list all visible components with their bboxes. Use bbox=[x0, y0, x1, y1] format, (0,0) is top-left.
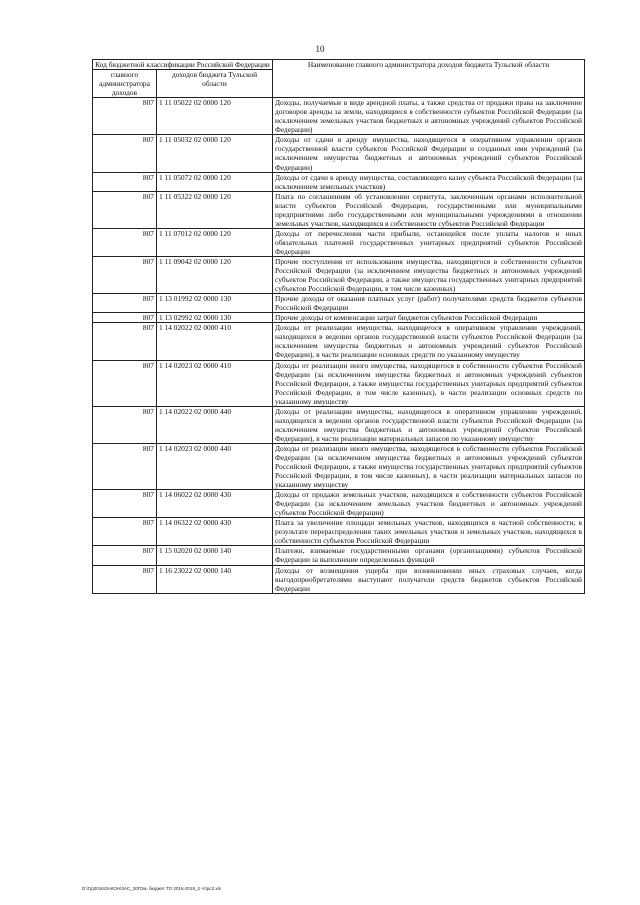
income-name-cell: Доходы от реализации иного имущества, находящегося в собственности субъектов Российской Федерации (за исключением имущества бюджетных и автономных учреждений субъектов Российской Федерации, а также имущества государственных унитарных предприятий субъектов Российской Федерации, в том числе казенных), в части реализации материальных запасов по указанному имуществу bbox=[273, 443, 585, 489]
income-code-cell: 1 15 02020 02 0000 140 bbox=[157, 546, 273, 565]
income-code-cell: 1 14 02022 02 0000 410 bbox=[157, 323, 273, 360]
table-row bbox=[93, 323, 585, 360]
income-code-cell: 1 14 02023 02 0000 410 bbox=[157, 360, 273, 406]
table-header-row-1 bbox=[93, 60, 585, 70]
table-row bbox=[93, 518, 585, 546]
admin-code-cell: 807 bbox=[93, 518, 157, 546]
page-number: 10 bbox=[315, 44, 325, 54]
admin-code-cell: 807 bbox=[93, 294, 157, 313]
header-budget-income: доходов бюджета Тульской области bbox=[157, 70, 273, 98]
income-name-cell: Доходы от сдачи в аренду имущества, составляющего казну субъекта Российской Федерации (за исключением земельных участков) bbox=[273, 172, 585, 191]
income-code-cell: 1 11 05322 02 0000 120 bbox=[157, 191, 273, 228]
income-name-cell: Прочие доходы от оказания платных услуг (работ) получателями средств бюджетов субъектов Российской Федерации bbox=[273, 294, 585, 313]
income-code-cell: 1 11 05032 02 0000 120 bbox=[157, 135, 273, 172]
header-classification-code: Код бюджетной классификации Российской Федерации bbox=[93, 60, 273, 70]
admin-code-cell: 807 bbox=[93, 406, 157, 443]
income-code-cell: 1 14 06322 02 0000 430 bbox=[157, 518, 273, 546]
header-administrator-name: Наименование главного администратора доходов бюджета Тульской области bbox=[273, 60, 585, 98]
file-path-footer: D:\Гд\2016\ЗАКОН\ЗАС_30ГОм. бюджет ТО 2016-2018_2 чт\рс2.xls bbox=[82, 886, 221, 891]
income-name-cell: Доходы от возмещения ущерба при возникновении иных страховых случаев, когда выгодоприобретателями выступают получатели средств бюджетов субъектов Российской Федерации bbox=[273, 565, 585, 593]
income-name-cell: Плата за увеличение площади земельных участков, находящихся в частной собственности, в результате перераспределения таких земельных участков и земельных участков, находящихся в собственности субъектов Российской Федерации bbox=[273, 518, 585, 546]
table-row bbox=[93, 172, 585, 191]
table-row bbox=[93, 360, 585, 406]
table-row bbox=[93, 313, 585, 323]
income-name-cell: Доходы от реализации имущества, находящегося в оперативном управлении учреждений, находящихся в ведении органов государственной власти субъектов Российской Федерации (за исключением имущества бюджетных и автономных учреждений субъектов Российской Федерации), в части реализации материальных запасов по указанному имуществу bbox=[273, 406, 585, 443]
income-code-cell: 1 13 01992 02 0000 130 bbox=[157, 294, 273, 313]
admin-code-cell: 807 bbox=[93, 228, 157, 256]
admin-code-cell: 807 bbox=[93, 546, 157, 565]
admin-code-cell: 807 bbox=[93, 323, 157, 360]
admin-code-cell: 807 bbox=[93, 172, 157, 191]
table-row bbox=[93, 228, 585, 256]
income-code-cell: 1 14 02023 02 0000 440 bbox=[157, 443, 273, 489]
table-row bbox=[93, 135, 585, 172]
revenue-administrators-table bbox=[92, 59, 585, 594]
admin-code-cell: 807 bbox=[93, 313, 157, 323]
income-name-cell: Прочие поступления от использования имущества, находящегося в собственности субъектов Российской Федерации (за исключением имущества бюджетных и автономных учреждений субъектов Российской Федерации, а также имущества государственных унитарных предприятий субъектов Российской Федерации, в том числе казенных) bbox=[273, 256, 585, 293]
table-row bbox=[93, 98, 585, 135]
income-code-cell: 1 14 02022 02 0000 440 bbox=[157, 406, 273, 443]
income-code-cell: 1 11 09042 02 0000 120 bbox=[157, 256, 273, 293]
income-code-cell: 1 11 05022 02 0000 120 bbox=[157, 98, 273, 135]
income-name-cell: Доходы от реализации имущества, находящегося в оперативном управлении учреждений, находящихся в ведении органов государственной власти субъектов Российской Федерации (за исключением имущества бюджетных и автономных учреждений субъектов Российской Федерации), в части реализации основных средств по указанному имуществу bbox=[273, 323, 585, 360]
table-row bbox=[93, 191, 585, 228]
income-code-cell: 1 11 05072 02 0000 120 bbox=[157, 172, 273, 191]
admin-code-cell: 807 bbox=[93, 443, 157, 489]
admin-code-cell: 807 bbox=[93, 135, 157, 172]
admin-code-cell: 807 bbox=[93, 490, 157, 518]
income-code-cell: 1 11 07012 02 0000 120 bbox=[157, 228, 273, 256]
admin-code-cell: 807 bbox=[93, 360, 157, 406]
income-code-cell: 1 16 23022 02 0000 140 bbox=[157, 565, 273, 593]
table-row bbox=[93, 565, 585, 593]
income-name-cell: Доходы от продажи земельных участков, находящихся в собственности субъектов Российской Федерации (за исключением земельных участков бюджетных и автономных учреждений субъектов Российской Федерации) bbox=[273, 490, 585, 518]
table-row bbox=[93, 256, 585, 293]
income-name-cell: Доходы от сдачи в аренду имущества, находящегося в оперативном управлении органов государственной власти субъектов Российской Федерации и созданных ими учреждений (за исключением имущества бюджетных и автономных учреждений субъектов Российской Федерации) bbox=[273, 135, 585, 172]
income-code-cell: 1 13 02992 02 0000 130 bbox=[157, 313, 273, 323]
income-name-cell: Прочие доходы от компенсации затрат бюджетов субъектов Российской Федерации bbox=[273, 313, 585, 323]
table-row bbox=[93, 294, 585, 313]
admin-code-cell: 807 bbox=[93, 191, 157, 228]
table-row bbox=[93, 443, 585, 489]
table-body bbox=[93, 98, 585, 593]
income-name-cell: Доходы от реализации иного имущества, находящегося в собственности субъектов Российской Федерации (за исключением имущества бюджетных и автономных учреждений субъектов Российской Федерации, а также имущества государственных унитарных предприятий субъектов Российской Федерации, в том числе казенных), в части реализации основных средств по указанному имуществу bbox=[273, 360, 585, 406]
header-main-administrator: главного администратора доходов bbox=[93, 70, 157, 98]
table-row bbox=[93, 546, 585, 565]
table-row bbox=[93, 490, 585, 518]
income-code-cell: 1 14 06022 02 0000 430 bbox=[157, 490, 273, 518]
admin-code-cell: 807 bbox=[93, 98, 157, 135]
income-name-cell: Платежи, взимаемые государственными органами (организациями) субъектов Российской Федерации за выполнение определенных функций bbox=[273, 546, 585, 565]
table-row bbox=[93, 406, 585, 443]
admin-code-cell: 807 bbox=[93, 256, 157, 293]
income-name-cell: Плата по соглашениям об установлении сервитута, заключенным органами исполнительной власти субъектов Российской Федерации, государственными или муниципальными предприятиями либо государственными или муниципальными учреждениями в отношении земельных участков, находящихся в собственности субъектов Российской Федерации bbox=[273, 191, 585, 228]
admin-code-cell: 807 bbox=[93, 565, 157, 593]
income-name-cell: Доходы, получаемые в виде арендной платы, а также средства от продажи права на заключение договоров аренды за земли, находящиеся в собственности субъектов Российской Федерации (за исключением земельных участков бюджетных и автономных учреждений субъектов Российской Федерации) bbox=[273, 98, 585, 135]
income-name-cell: Доходы от перечисления части прибыли, остающейся после уплаты налогов и иных обязательных платежей государственных унитарных предприятий субъектов Российской Федерации bbox=[273, 228, 585, 256]
